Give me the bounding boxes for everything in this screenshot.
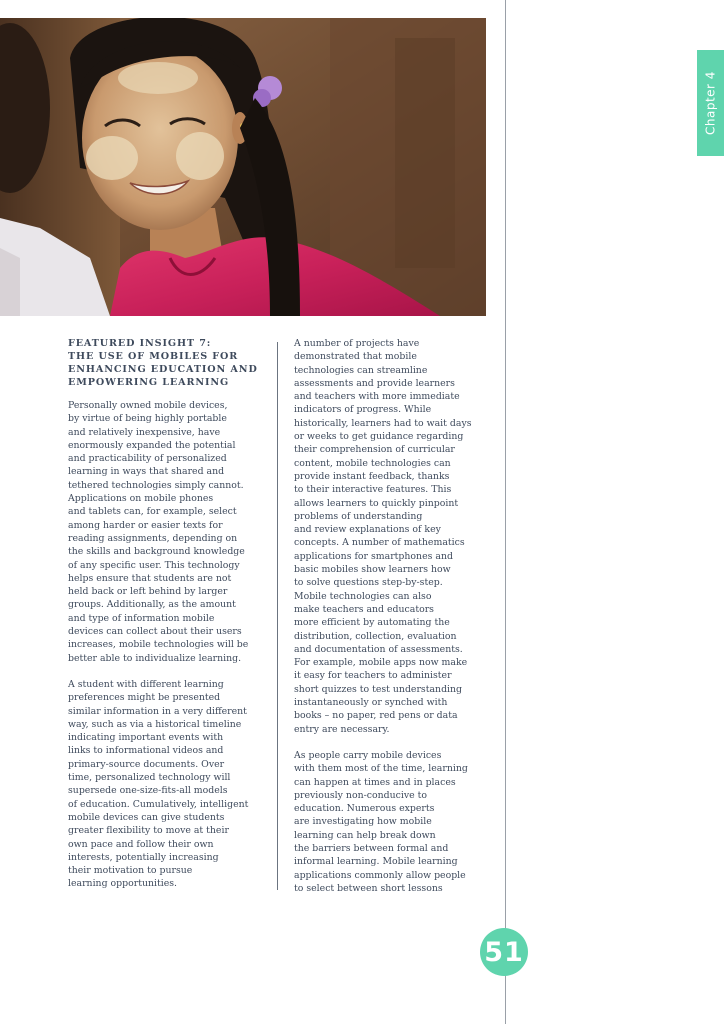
text-line: technologies can streamline: [294, 364, 428, 376]
text-line: of education. Cumulatively, intelligent: [68, 798, 249, 810]
text-line: entry are necessary.: [294, 723, 390, 735]
text-line: education. Numerous experts: [294, 803, 435, 815]
text-line: informal learning. Mobile learning: [294, 856, 458, 868]
text-line: better able to individualize learning.: [68, 652, 242, 664]
featured-insight-heading: [68, 337, 264, 389]
text-line: problems of understanding: [294, 510, 423, 522]
hero-photo: [0, 18, 486, 316]
page-divider: [505, 0, 506, 1024]
text-line: concepts. A number of mathematics: [294, 537, 465, 549]
text-line: groups. Additionally, as the amount: [68, 599, 236, 611]
text-line: A number of projects have: [294, 338, 420, 349]
text-line: make teachers and educators: [294, 603, 434, 615]
text-line: indicators of progress. While: [294, 404, 432, 416]
text-line: their comprehension of curricular: [294, 444, 455, 456]
text-line: and type of information mobile: [68, 612, 215, 624]
text-line: mobile devices can give students: [68, 811, 225, 823]
left-paragraph-1: [68, 399, 264, 665]
text-line: As people carry mobile devices: [294, 749, 442, 761]
chapter-label: Chapter 4: [703, 71, 718, 135]
text-line: are investigating how mobile: [294, 816, 432, 828]
text-line: For example, mobile apps now make: [294, 657, 468, 669]
text-line: interests, potentially increasing: [68, 851, 219, 863]
text-line: instantaneously or synched with: [294, 697, 448, 709]
page-number: 51: [484, 936, 524, 968]
text-line: greater flexibility to move at their: [68, 825, 229, 837]
text-line: learning can help break down: [294, 829, 436, 841]
text-line: with them most of the time, learning: [294, 763, 468, 775]
text-line: tethered technologies simply cannot.: [68, 479, 244, 491]
text-line: devices can collect about their users: [68, 626, 242, 638]
text-line: demonstrated that mobile: [294, 351, 417, 363]
text-line: and teachers with more immediate: [294, 391, 460, 403]
text-line: basic mobiles show learners how: [294, 564, 451, 576]
right-column: [294, 337, 490, 908]
text-line: Mobile technologies can also: [294, 590, 432, 602]
text-line: it easy for teachers to administer: [294, 670, 452, 682]
left-column: [68, 337, 264, 904]
text-line: way, such as via a historical timeline: [68, 718, 242, 730]
text-line: helps ensure that students are not: [68, 572, 232, 584]
text-line: provide instant feedback, thanks: [294, 470, 450, 482]
heading-line: FEATURED INSIGHT 7:: [68, 338, 212, 349]
text-line: and practicability of personalized: [68, 453, 227, 465]
text-line: their motivation to pursue: [68, 865, 193, 877]
text-line: increases, mobile technologies will be: [68, 639, 249, 651]
text-line: primary-source documents. Over: [68, 758, 225, 770]
text-line: historically, learners had to wait days: [294, 417, 472, 429]
column-divider: [277, 342, 278, 890]
text-line: previously non-conducive to: [294, 789, 427, 801]
text-line: the barriers between formal and: [294, 842, 449, 854]
text-line: reading assignments, depending on: [68, 532, 238, 544]
text-line: indicating important events with: [68, 732, 224, 744]
text-line: distribution, collection, evaluation: [294, 630, 457, 642]
heading-line: ENHANCING EDUCATION AND: [68, 364, 258, 375]
text-line: applications for smartphones and: [294, 550, 453, 562]
text-line: Personally owned mobile devices,: [68, 400, 228, 411]
text-line: books – no paper, red pens or data: [294, 710, 458, 722]
heading-line: THE USE OF MOBILES FOR: [68, 351, 239, 362]
text-line: or weeks to get guidance regarding: [294, 431, 464, 443]
text-line: links to informational videos and: [68, 745, 224, 757]
text-line: held back or left behind by larger: [68, 586, 228, 598]
text-line: own pace and follow their own: [68, 838, 214, 850]
left-paragraph-2: [68, 678, 264, 891]
text-line: the skills and background knowledge: [68, 546, 245, 558]
text-line: learning in ways that shared and: [68, 466, 225, 478]
text-line: assessments and provide learners: [294, 377, 455, 389]
text-line: time, personalized technology will: [68, 772, 231, 784]
text-line: among harder or easier texts for: [68, 519, 223, 531]
text-line: to solve questions step-by-step.: [294, 577, 443, 589]
text-line: applications commonly allow people: [294, 869, 466, 881]
heading-line: EMPOWERING LEARNING: [68, 377, 230, 388]
text-line: A student with different learning: [68, 678, 224, 690]
text-line: can happen at times and in places: [294, 776, 456, 788]
right-paragraph-2: [294, 749, 490, 895]
text-line: and review explanations of key: [294, 524, 441, 536]
text-line: by virtue of being highly portable: [68, 413, 227, 425]
right-paragraph-1: [294, 337, 490, 736]
text-line: similar information in a very different: [68, 705, 247, 717]
text-line: enormously expanded the potential: [68, 439, 236, 451]
text-line: allows learners to quickly pinpoint: [294, 497, 459, 509]
text-line: learning opportunities.: [68, 878, 178, 890]
text-line: supersede one-size-fits-all models: [68, 785, 228, 797]
text-line: content, mobile technologies can: [294, 457, 451, 469]
text-line: Applications on mobile phones: [68, 493, 214, 505]
text-line: to select between short lessons: [294, 882, 443, 894]
text-line: short quizzes to test understanding: [294, 683, 463, 695]
text-line: and documentation of assessments.: [294, 643, 463, 655]
text-line: preferences might be presented: [68, 692, 221, 704]
text-line: to their interactive features. This: [294, 484, 452, 496]
text-line: and relatively inexpensive, have: [68, 426, 221, 438]
text-line: more efficient by automating the: [294, 617, 450, 629]
text-line: and tablets can, for example, select: [68, 506, 237, 518]
text-line: of any specific user. This technology: [68, 559, 240, 571]
